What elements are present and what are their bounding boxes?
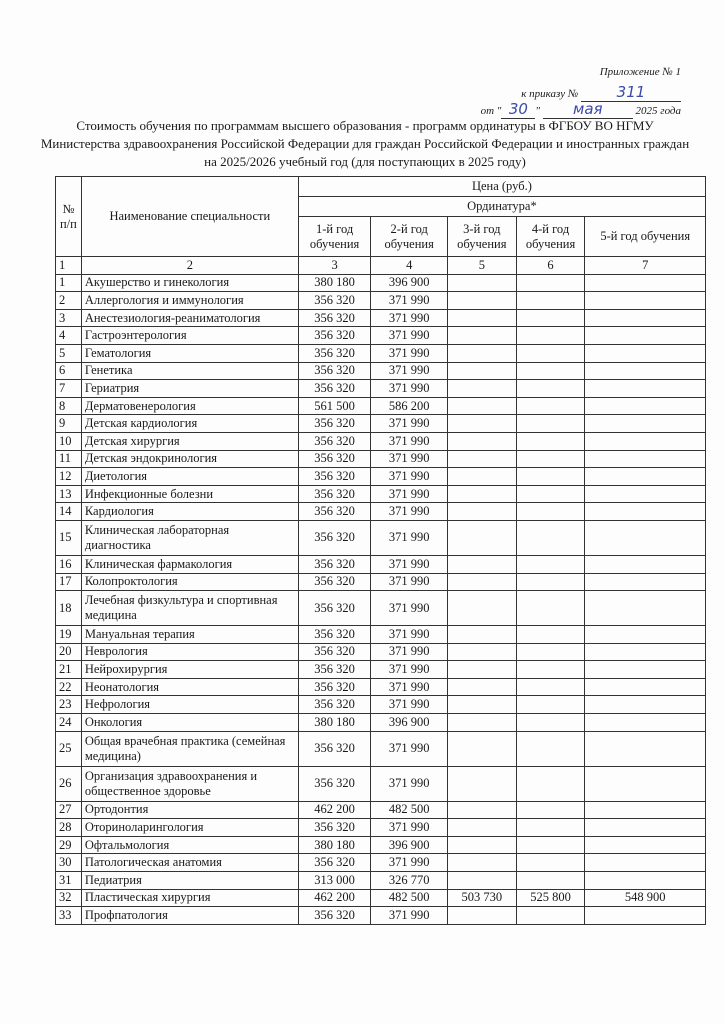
price-header: Цена (руб.) [298,177,705,197]
row-number: 15 [56,520,82,555]
row-number: 11 [56,450,82,468]
price-cell [585,274,706,292]
price-cell [516,292,585,310]
table-row [56,327,706,345]
specialty-name: Детская хирургия [81,432,298,450]
price-cell: 371 990 [371,468,448,486]
specialty-name: Колопроктология [81,573,298,591]
price-cell [516,468,585,486]
price-cell: 356 320 [298,520,371,555]
price-cell: 380 180 [298,714,371,732]
table-row [56,415,706,433]
price-cell [516,573,585,591]
date-year: 2025 года [635,105,681,117]
price-cell [516,626,585,644]
price-cell: 371 990 [371,696,448,714]
col-name-header: Наименование специальности [81,177,298,257]
row-number: 3 [56,309,82,327]
row-number: 16 [56,555,82,573]
row-number: 8 [56,397,82,415]
price-cell: 356 320 [298,309,371,327]
price-cell [447,468,516,486]
price-cell [585,503,706,521]
price-cell [447,450,516,468]
year-header: 3-й год обучения [447,217,516,257]
price-cell [447,432,516,450]
table-row [56,907,706,925]
row-number: 32 [56,889,82,907]
price-cell [516,555,585,573]
order-prefix: к приказу № [521,88,579,100]
price-cell [585,468,706,486]
table-row [56,292,706,310]
price-cell: 356 320 [298,661,371,679]
table-row [56,836,706,854]
table-row [56,661,706,679]
residency-header: Ординатура* [298,197,705,217]
table-row [56,309,706,327]
row-number: 17 [56,573,82,591]
price-cell [585,907,706,925]
row-number: 30 [56,854,82,872]
price-cell [516,520,585,555]
price-cell [585,696,706,714]
row-number: 29 [56,836,82,854]
price-cell [585,432,706,450]
row-number: 24 [56,714,82,732]
price-cell: 356 320 [298,573,371,591]
price-cell [516,643,585,661]
price-cell: 371 990 [371,344,448,362]
specialty-name: Акушерство и гинекология [81,274,298,292]
price-cell: 371 990 [371,907,448,925]
price-cell: 356 320 [298,555,371,573]
price-cell [516,485,585,503]
price-cell: 371 990 [371,520,448,555]
table-row [56,889,706,907]
table-row [56,362,706,380]
table-row [56,714,706,732]
price-cell: 371 990 [371,591,448,626]
column-index: 5 [447,257,516,275]
price-cell [447,819,516,837]
price-cell: 356 320 [298,485,371,503]
price-cell [516,731,585,766]
price-cell: 380 180 [298,274,371,292]
specialty-name: Организация здравоохранения и общественное здоровье [81,766,298,801]
table-row [56,696,706,714]
table-row [56,397,706,415]
price-cell [447,731,516,766]
price-cell [447,854,516,872]
year-header: 2-й год обучения [371,217,448,257]
price-cell [447,626,516,644]
specialty-name: Оториноларингология [81,819,298,837]
specialty-name: Детская кардиология [81,415,298,433]
price-cell [585,327,706,345]
price-cell: 371 990 [371,292,448,310]
price-cell [447,292,516,310]
price-cell [447,274,516,292]
price-cell [516,766,585,801]
price-cell: 356 320 [298,432,371,450]
price-cell [516,344,585,362]
specialty-name: Детская эндокринология [81,450,298,468]
year-header: 1-й год обучения [298,217,371,257]
table-row [56,485,706,503]
row-number: 12 [56,468,82,486]
price-cell: 371 990 [371,819,448,837]
price-cell [447,766,516,801]
specialty-name: Инфекционные болезни [81,485,298,503]
specialty-name: Нейрохирургия [81,661,298,679]
price-cell [447,836,516,854]
price-cell [585,626,706,644]
row-number: 25 [56,731,82,766]
price-cell: 482 500 [371,801,448,819]
year-header: 5-й год обучения [585,217,706,257]
document-title: Стоимость обучения по программам высшего образования - программ ординатуры в ФГБОУ ВО НГМУ Министерства здравоохранения Российской Федерации для граждан Российской Федерации и иностранных граждан на 2025/2026 учебный год (для поступающих в 2025 году) [40,118,690,169]
price-cell: 356 320 [298,344,371,362]
table-row [56,766,706,801]
price-cell [447,380,516,398]
price-cell: 356 320 [298,731,371,766]
price-cell [447,907,516,925]
price-cell: 326 770 [371,872,448,890]
table-row [56,344,706,362]
column-index: 3 [298,257,371,275]
row-number: 1 [56,274,82,292]
price-cell: 482 500 [371,889,448,907]
price-cell [585,661,706,679]
price-cell [585,555,706,573]
price-cell [585,292,706,310]
price-cell [447,573,516,591]
price-cell: 396 900 [371,274,448,292]
price-cell: 396 900 [371,836,448,854]
column-index: 2 [81,257,298,275]
row-number: 14 [56,503,82,521]
price-cell [447,520,516,555]
price-cell [447,415,516,433]
price-cell [516,327,585,345]
specialty-name: Нефрология [81,696,298,714]
price-cell: 356 320 [298,643,371,661]
price-cell [516,309,585,327]
price-cell [516,362,585,380]
price-cell: 371 990 [371,485,448,503]
price-cell: 561 500 [298,397,371,415]
column-index: 6 [516,257,585,275]
specialty-name: Аллергология и иммунология [81,292,298,310]
table-row [56,801,706,819]
price-cell [585,309,706,327]
table-row [56,643,706,661]
row-number: 26 [56,766,82,801]
price-cell: 525 800 [516,889,585,907]
price-cell [447,485,516,503]
price-cell: 356 320 [298,327,371,345]
column-index: 4 [371,257,448,275]
price-cell: 313 000 [298,872,371,890]
price-cell [447,309,516,327]
price-cell: 371 990 [371,678,448,696]
specialty-name: Клиническая фармакология [81,555,298,573]
row-number: 23 [56,696,82,714]
price-cell [516,503,585,521]
price-cell: 356 320 [298,450,371,468]
price-cell [516,432,585,450]
row-number: 6 [56,362,82,380]
price-cell [585,854,706,872]
price-cell [516,907,585,925]
price-cell [585,643,706,661]
row-number: 9 [56,415,82,433]
price-cell [585,714,706,732]
row-number: 19 [56,626,82,644]
price-cell: 356 320 [298,678,371,696]
price-cell: 371 990 [371,415,448,433]
price-cell [516,591,585,626]
price-cell: 356 320 [298,468,371,486]
table-row [56,432,706,450]
specialty-name: Гематология [81,344,298,362]
price-cell [447,714,516,732]
row-number: 4 [56,327,82,345]
price-cell [585,766,706,801]
price-cell: 371 990 [371,503,448,521]
row-number: 13 [56,485,82,503]
table-row [56,503,706,521]
price-cell: 356 320 [298,591,371,626]
price-cell [516,836,585,854]
specialty-name: Патологическая анатомия [81,854,298,872]
row-number: 2 [56,292,82,310]
price-cell: 503 730 [447,889,516,907]
date-quote: " [535,105,541,117]
row-number: 18 [56,591,82,626]
table-row [56,854,706,872]
price-cell: 586 200 [371,397,448,415]
specialty-name: Дерматовенерология [81,397,298,415]
price-cell [585,801,706,819]
specialty-name: Кардиология [81,503,298,521]
price-cell [516,714,585,732]
col-number-header: № п/п [56,177,82,257]
price-cell [447,344,516,362]
price-cell [447,555,516,573]
date-prefix: от " [480,105,502,117]
price-cell [447,591,516,626]
price-cell [585,836,706,854]
price-table [55,176,706,925]
price-cell: 356 320 [298,766,371,801]
price-cell [516,696,585,714]
date-day: 30 [501,100,535,119]
price-cell: 371 990 [371,626,448,644]
price-cell: 356 320 [298,696,371,714]
price-cell: 462 200 [298,889,371,907]
row-number: 28 [56,819,82,837]
table-row [56,380,706,398]
price-cell [516,274,585,292]
specialty-name: Пластическая хирургия [81,889,298,907]
price-cell: 380 180 [298,836,371,854]
price-cell: 356 320 [298,503,371,521]
price-cell [516,819,585,837]
row-number: 21 [56,661,82,679]
price-cell [585,591,706,626]
price-cell [447,661,516,679]
price-cell [516,661,585,679]
price-cell: 356 320 [298,626,371,644]
price-cell [516,678,585,696]
table-row [56,555,706,573]
specialty-name: Лечебная физкультура и спортивная медицина [81,591,298,626]
price-cell [447,696,516,714]
specialty-name: Генетика [81,362,298,380]
price-cell [585,819,706,837]
table-row [56,468,706,486]
price-cell [516,397,585,415]
order-number: 311 [581,83,681,102]
price-cell [585,872,706,890]
specialty-name: Анестезиология-реаниматология [81,309,298,327]
table-row [56,872,706,890]
price-cell [585,415,706,433]
annex-label: Приложение № 1 [599,66,681,78]
price-cell: 371 990 [371,309,448,327]
price-cell [585,380,706,398]
price-cell [447,801,516,819]
specialty-name: Мануальная терапия [81,626,298,644]
price-cell: 371 990 [371,854,448,872]
date-month: мая [543,100,633,119]
price-cell [516,450,585,468]
row-number: 33 [56,907,82,925]
price-cell [447,678,516,696]
row-number: 20 [56,643,82,661]
specialty-name: Гериатрия [81,380,298,398]
specialty-name: Профпатология [81,907,298,925]
table-row [56,591,706,626]
specialty-name: Общая врачебная практика (семейная медицина) [81,731,298,766]
specialty-name: Офтальмология [81,836,298,854]
specialty-name: Гастроэнтерология [81,327,298,345]
price-cell [516,380,585,398]
price-cell [447,503,516,521]
row-number: 10 [56,432,82,450]
price-cell: 371 990 [371,380,448,398]
price-cell: 371 990 [371,450,448,468]
price-cell [516,801,585,819]
price-cell: 371 990 [371,766,448,801]
table-row [56,678,706,696]
price-cell [516,415,585,433]
price-cell: 371 990 [371,661,448,679]
specialty-name: Диетология [81,468,298,486]
price-cell [516,854,585,872]
row-number: 7 [56,380,82,398]
price-cell [585,678,706,696]
table-row [56,274,706,292]
row-number: 5 [56,344,82,362]
price-cell [585,397,706,415]
price-cell [447,362,516,380]
price-cell: 462 200 [298,801,371,819]
row-number: 22 [56,678,82,696]
row-number: 31 [56,872,82,890]
price-cell [585,731,706,766]
price-cell: 356 320 [298,907,371,925]
price-cell [447,643,516,661]
specialty-name: Онкология [81,714,298,732]
price-cell: 356 320 [298,415,371,433]
specialty-name: Ортодонтия [81,801,298,819]
specialty-name: Педиатрия [81,872,298,890]
price-cell: 356 320 [298,362,371,380]
table-row [56,819,706,837]
price-cell: 371 990 [371,362,448,380]
price-cell [585,344,706,362]
specialty-name: Неонатология [81,678,298,696]
price-cell: 371 990 [371,731,448,766]
price-cell: 356 320 [298,854,371,872]
specialty-name: Неврология [81,643,298,661]
specialty-name: Клиническая лабораторная диагностика [81,520,298,555]
price-cell [516,872,585,890]
price-cell: 371 990 [371,432,448,450]
price-cell [585,573,706,591]
column-index: 1 [56,257,82,275]
price-cell: 356 320 [298,819,371,837]
price-cell: 371 990 [371,327,448,345]
row-number: 27 [56,801,82,819]
price-cell: 396 900 [371,714,448,732]
table-row [56,450,706,468]
price-cell [447,327,516,345]
year-header: 4-й год обучения [516,217,585,257]
price-cell: 371 990 [371,555,448,573]
table-row [56,731,706,766]
price-cell: 548 900 [585,889,706,907]
table-row [56,520,706,555]
price-cell [447,397,516,415]
price-cell [585,450,706,468]
price-cell [585,520,706,555]
table-row [56,573,706,591]
price-cell: 356 320 [298,292,371,310]
price-cell [585,362,706,380]
table-row [56,626,706,644]
price-cell: 356 320 [298,380,371,398]
price-cell: 371 990 [371,573,448,591]
price-cell: 371 990 [371,643,448,661]
column-index: 7 [585,257,706,275]
price-cell [447,872,516,890]
price-cell [585,485,706,503]
